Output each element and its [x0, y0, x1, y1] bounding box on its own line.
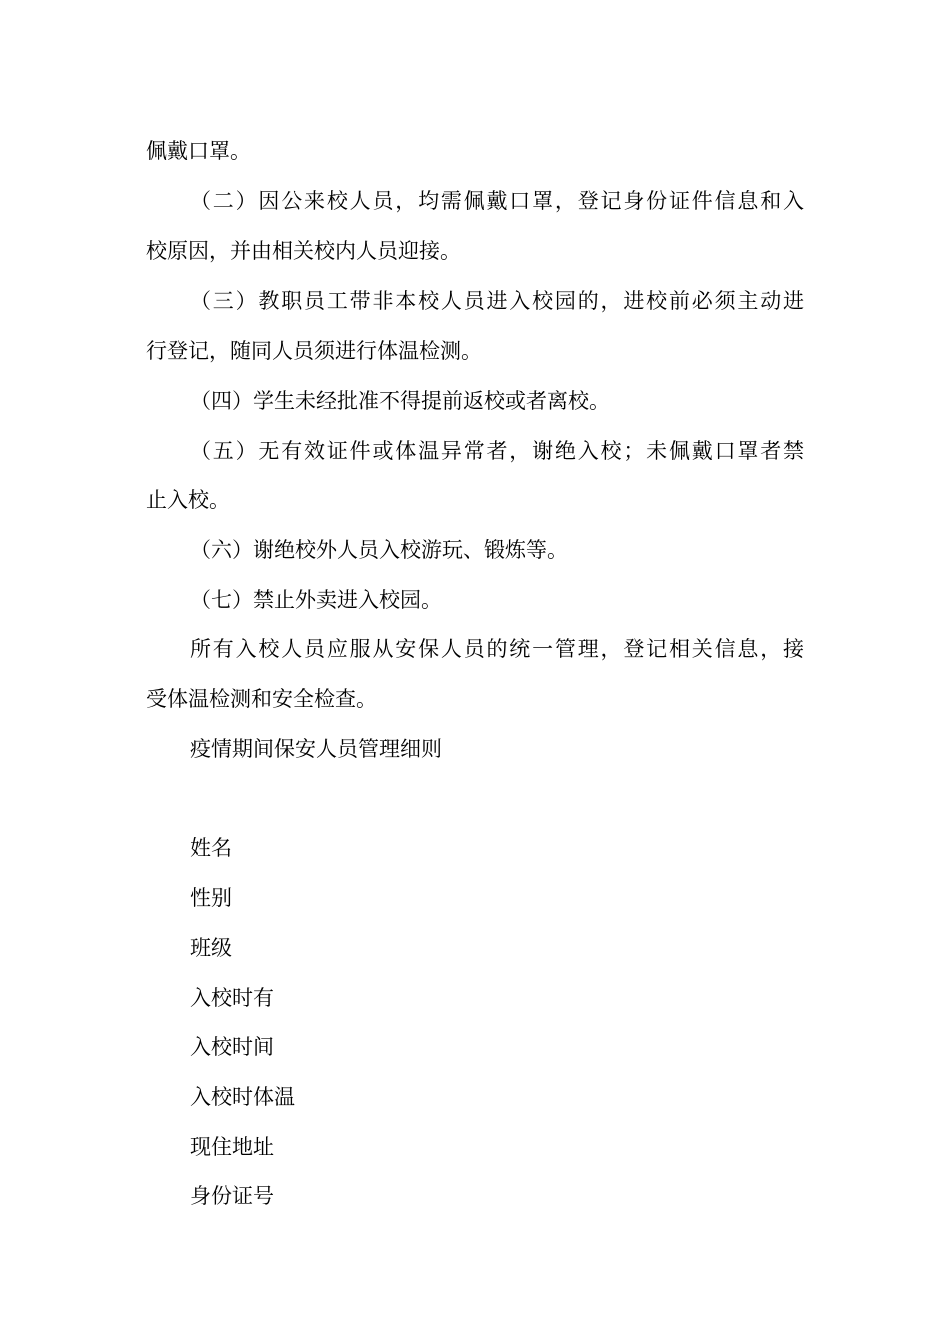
- paragraph-line: （五）无有效证件或体温异常者，谢绝入校；未佩戴口罩者禁: [190, 439, 804, 463]
- paragraph-line: （三）教职员工带非本校人员进入校园的，进校前必须主动进: [190, 289, 804, 313]
- paragraph-line: 佩戴口罩。: [146, 139, 251, 163]
- paragraph-line: 所有入校人员应服从安保人员的统一管理，登记相关信息，接: [190, 637, 804, 661]
- form-field-label: 现住地址: [190, 1135, 274, 1159]
- form-field-label: 姓名: [190, 836, 232, 860]
- form-field-label: 班级: [190, 936, 232, 960]
- paragraph-line: （二）因公来校人员，均需佩戴口罩，登记身份证件信息和入: [190, 189, 804, 213]
- paragraph-line: （四）学生未经批准不得提前返校或者离校。: [190, 389, 610, 413]
- section-title: 疫情期间保安人员管理细则: [190, 737, 442, 761]
- form-field-label: 入校时体温: [190, 1085, 295, 1109]
- paragraph-line: 止入校。: [146, 488, 230, 512]
- form-field-label: 入校时有: [190, 986, 274, 1010]
- paragraph-line: 行登记，随同人员须进行体温检测。: [146, 339, 482, 363]
- paragraph-line: （七）禁止外卖进入校园。: [190, 588, 442, 612]
- paragraph-line: （六）谢绝校外人员入校游玩、锻炼等。: [190, 538, 568, 562]
- paragraph-line: 受体温检测和安全检查。: [146, 687, 377, 711]
- form-field-label: 身份证号: [190, 1184, 274, 1208]
- form-field-label: 入校时间: [190, 1035, 274, 1059]
- paragraph-line: 校原因，并由相关校内人员迎接。: [146, 239, 461, 263]
- form-field-label: 性别: [190, 886, 232, 910]
